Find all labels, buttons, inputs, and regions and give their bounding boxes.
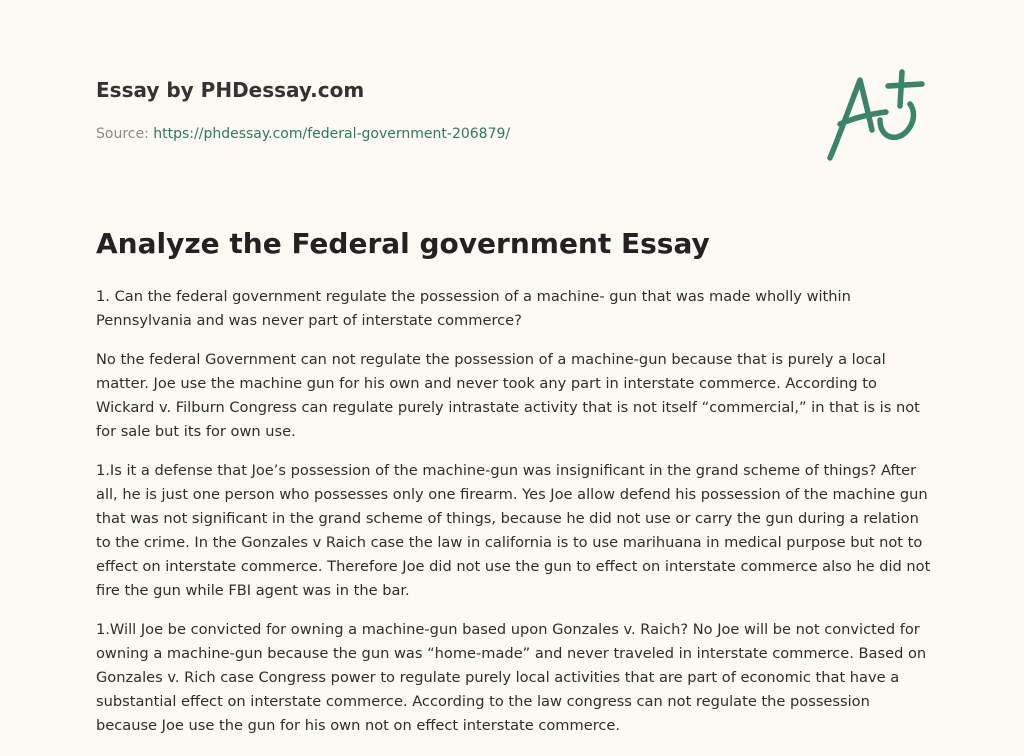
page-title: Analyze the Federal government Essay [96,227,710,260]
paragraph: 1.Is it a defense that Joe’s possession of the machine-gun was insignificant in the grand scheme of things? After all, he is just one person who possesses only one firearm. Yes Joe allow defend his possession of the machine gun that was not significant in the grand scheme of things, because he did not use or carry the gun during a relation to the crime. In the Gonzales v Raich case the law in california is to use marihuana in medical purpose but not to effect on interstate commerce. Therefore Joe did not use the gun to effect on interstate commerce also he did not fire the gun while FBI agent was in the bar. [96,462,931,599]
paragraph: No the federal Government can not regulate the possession of a machine-gun because that is purely a local matter. Joe use the machine gun for his own and never took any part in interstate commerce. According to Wickard v. Filburn Congress can regulate purely intrastate activity that is not itself “commercial,” in that is is not for sale but its for own use. [96,351,920,440]
paragraph: 1. Can the federal government regulate the possession of a machine- gun that was made wholly within Pennsylvania and was never part of interstate commerce? [96,288,851,329]
source-label: Source: [96,126,149,142]
source-line [96,124,796,144]
essay-body [96,285,934,753]
source-link[interactable]: https://phdessay.com/federal-government-206879/ [153,126,511,142]
paragraph: 1.Will Joe be convicted for owning a machine-gun based upon Gonzales v. Raich? No Joe will be not convicted for owning a machine-gun because the gun was “home-made” and never traveled in interstate commerce. Based on Gonzales v. Rich case Congress power to regulate purely local activities that are part of economic that have a substantial effect on interstate commerce. According to the law congress can not regulate the possession because Joe use the gun for his own not on effect interstate commerce. [96,621,927,734]
a-plus-logo-icon [822,66,932,166]
site-brand: Essay by PHDessay.com [96,78,365,102]
page-header [96,76,796,144]
